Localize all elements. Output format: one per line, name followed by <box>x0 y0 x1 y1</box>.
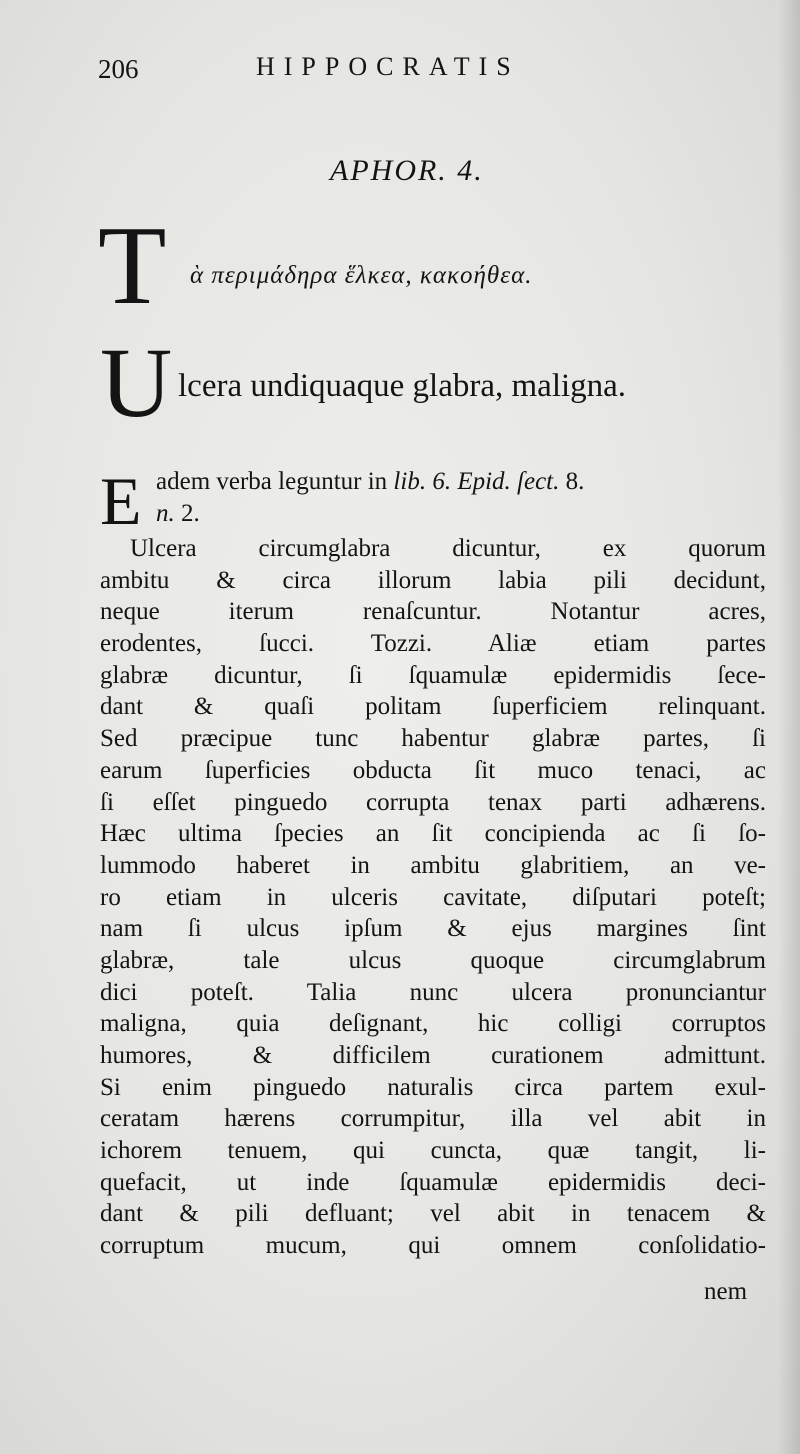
body-line: erodentes, ſucci. Tozzi. Aliæ etiam partes <box>100 630 766 658</box>
greek-aphorism-text: ὰ περιμάδηρα ἕλκεα, κακοήθεα. <box>190 262 533 289</box>
body-line: ceratam hærens corrumpitur, illa vel abit in <box>100 1105 766 1133</box>
body-line: ro etiam in ulceris cavitate, diſputari poteſt; <box>100 883 766 911</box>
body-line: humores, & difficilem curationem admittunt. <box>100 1042 766 1069</box>
page-edge-shadow <box>778 0 800 1454</box>
body-line: dant & pili defluant; vel abit in tenacem & <box>100 1200 766 1228</box>
body-line: maligna, quia deſignant, hic colligi corruptos <box>100 1010 766 1038</box>
body-line: lummodo haberet in ambitu glabritiem, an ve- <box>100 851 766 879</box>
page-header <box>98 50 618 90</box>
commentary-second-line <box>156 498 200 529</box>
body-line: earum ſuperficies obducta ſit muco tenaci, ac <box>100 756 766 784</box>
body-line: glabræ, tale ulcus quoque circumglabrum <box>100 946 766 974</box>
body-line: Ulcera circumglabra dicuntur, ex quorum <box>130 535 766 562</box>
commentary-number-2: 2. <box>174 500 200 527</box>
greek-drop-initial: T <box>98 204 167 328</box>
page-number: 206 <box>98 54 139 84</box>
commentary-first-line <box>156 466 766 497</box>
body-line: quefacit, ut inde ſquamulæ epidermidis deci- <box>100 1168 766 1196</box>
body-line: corruptum mucum, qui omnem conſolidatio- <box>100 1232 766 1260</box>
body-line: neque iterum renaſcuntur. Notantur acres, <box>100 598 766 626</box>
body-line: dici poteſt. Talia nunc ulcera pronunciantur <box>100 978 766 1006</box>
body-line: glabræ dicuntur, ſi ſquamulæ epidermidis ſece- <box>100 661 766 689</box>
body-line: Si enim pinguedo naturalis circa partem exul- <box>100 1073 766 1101</box>
commentary-reference-n: n. <box>156 500 175 527</box>
body-line: Sed præcipue tunc habentur glabræ partes, ſi <box>100 725 766 753</box>
commentary-drop-initial: E <box>100 463 142 539</box>
body-line: nam ſi ulcus ipſum & ejus margines ſint <box>100 915 766 943</box>
body-line: ichorem tenuem, qui cuncta, quæ tangit, li- <box>100 1137 766 1165</box>
commentary-body <box>100 533 766 1262</box>
body-line: Hæc ultima ſpecies an ſit concipienda ac ſi ſo- <box>100 820 766 848</box>
body-line: ambitu & circa illorum labia pili decidunt, <box>100 566 766 594</box>
commentary-number: 8. <box>559 468 585 495</box>
body-line: dant & quaſi politam ſuperficiem relinquant. <box>100 693 766 721</box>
latin-aphorism-text: lcera undiquaque glabra, maligna. <box>178 368 627 404</box>
body-line: ſi eſſet pinguedo corrupta tenax parti adhærens. <box>100 788 766 816</box>
running-head: HIPPOCRATIS <box>256 52 520 81</box>
commentary-reference: lib. 6. Epid. ſect. <box>393 468 560 495</box>
catchword: nem <box>704 1278 748 1305</box>
aphorism-label: APHOR. 4. <box>330 154 484 187</box>
latin-drop-initial: U <box>100 327 173 438</box>
commentary-text: adem verba leguntur in <box>156 468 394 495</box>
